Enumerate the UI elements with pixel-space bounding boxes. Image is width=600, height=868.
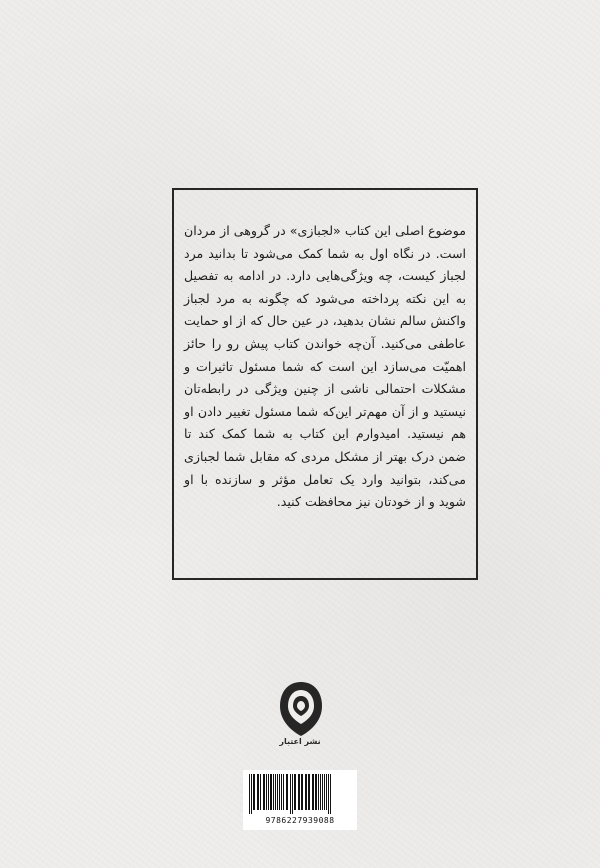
barcode-bar xyxy=(268,774,269,810)
publisher-logo-graphic xyxy=(278,680,324,738)
barcode-bar xyxy=(298,774,300,810)
barcode-bar xyxy=(290,774,291,814)
barcode-bar xyxy=(320,774,321,810)
barcode-bars xyxy=(247,774,353,814)
back-cover-blurb-box xyxy=(172,188,478,580)
isbn-barcode xyxy=(243,770,357,830)
barcode-bar xyxy=(294,774,296,810)
barcode-bar xyxy=(270,774,272,810)
barcode-bar xyxy=(249,774,250,814)
barcode-bar xyxy=(273,774,274,810)
barcode-bar xyxy=(322,774,323,810)
barcode-bar xyxy=(263,774,265,810)
publisher-logo-icon xyxy=(278,680,324,738)
barcode-bar xyxy=(257,774,259,810)
publisher-name: نشر اعتبار xyxy=(279,737,321,746)
barcode-bar xyxy=(292,774,293,814)
barcode-bar xyxy=(305,774,307,810)
barcode-bar xyxy=(326,774,327,810)
barcode-bar xyxy=(286,774,288,810)
barcode-bar xyxy=(318,774,319,810)
barcode-bar xyxy=(279,774,280,810)
barcode-bar xyxy=(260,774,261,810)
barcode-bar xyxy=(312,774,314,810)
back-cover-blurb-text: موضوع اصلی این کتاب «لجبازی» در گروهی از مردان است. در نگاه اول به شما کمک می‌شود تا بدانید مرد لجباز کیست، چه ویژگی‌هایی دارد. در ادامه به تفصیل به این نکته پرداخته می‌شود که چگونه به مرد لجباز واکنش سالم نشان بدهید، در عین حال که از او حمایت عاطفی می‌کنید. آن‌چه خواندن کتاب پیش رو را حائز اهمیّت می‌سازد این است که شما مسئول تاثیرات و مشکلات احتمالی ناشی از چنین ویژگی در رابطه‌تان نیستید و از آن مهم‌تر این‌که شما مسئول تغییر دادن او هم نیستید. امیدوارم این کتاب به شما کمک کند تا ضمن درک بهتر از مشکل مردی که مقابل شما لجبازی می‌کند، بتوانید وارد یک تعامل مؤثر و سازنده با او شوید و از خودتان نیز محافظت کنید. xyxy=(184,223,466,510)
isbn-number: 9786227939088 xyxy=(265,816,335,825)
barcode-bar xyxy=(266,774,267,810)
barcode-bar xyxy=(330,774,331,814)
barcode-bar xyxy=(251,774,252,814)
barcode-bar xyxy=(283,774,284,810)
barcode-bar xyxy=(277,774,278,810)
barcode-bar xyxy=(328,774,329,814)
barcode-bar xyxy=(315,774,317,810)
barcode-bar xyxy=(281,774,282,810)
barcode-bar xyxy=(301,774,303,810)
barcode-bar xyxy=(324,774,325,810)
barcode-bar xyxy=(308,774,310,810)
barcode-bar xyxy=(253,774,255,810)
barcode-bar xyxy=(275,774,276,810)
